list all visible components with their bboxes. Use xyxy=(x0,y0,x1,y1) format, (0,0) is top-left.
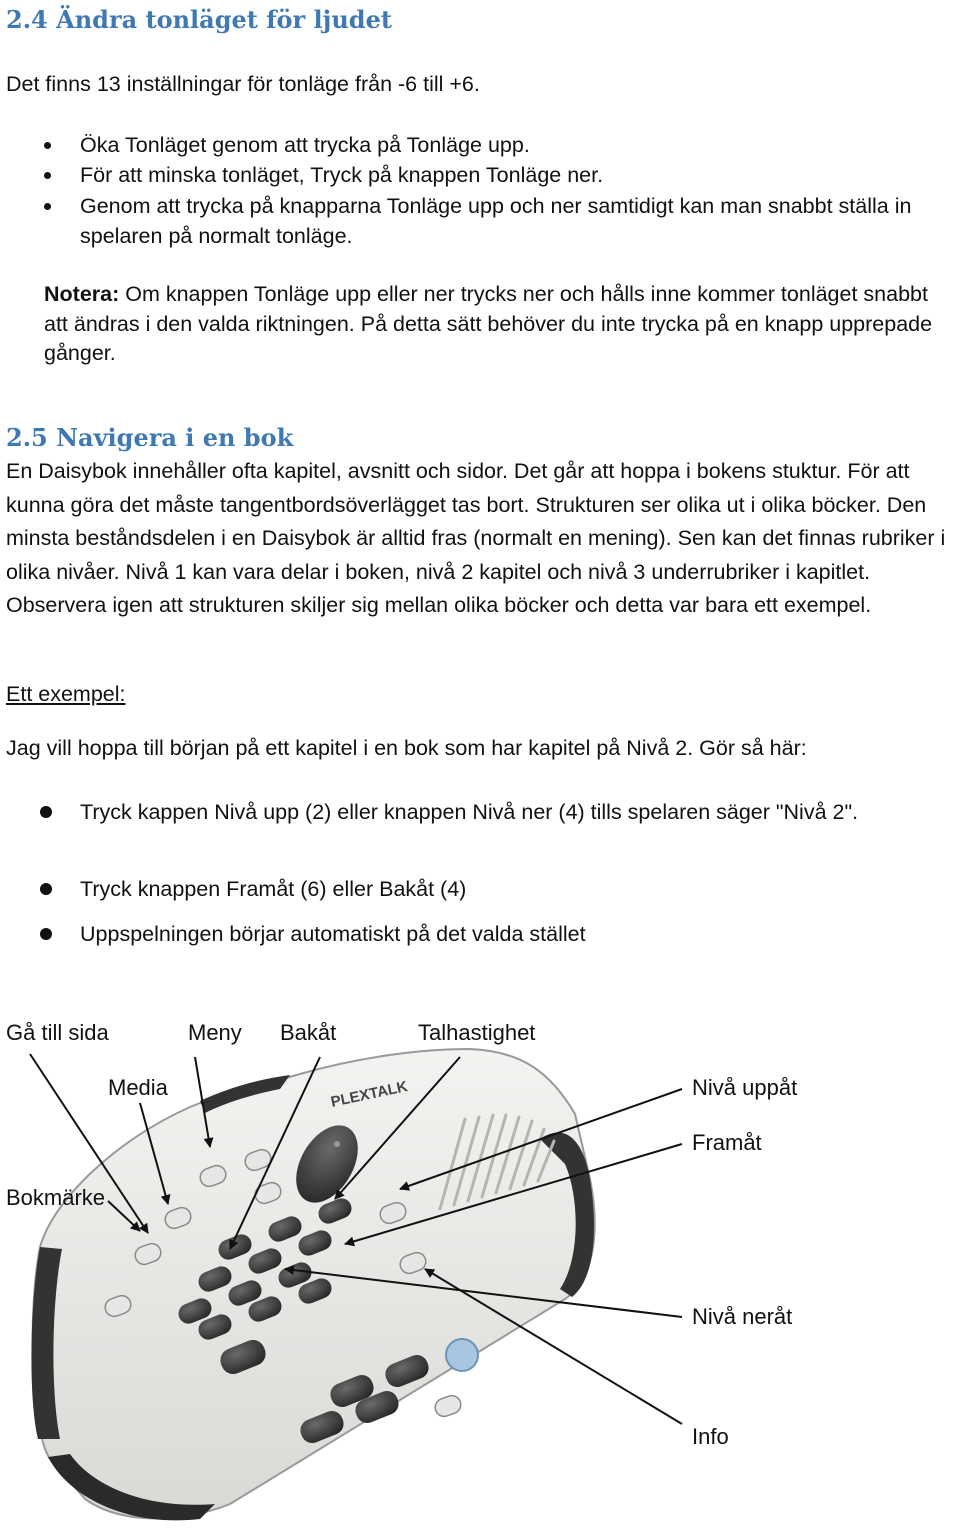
example-intro: Jag vill hoppa till början på ett kapitel i en bok som har kapitel på Nivå 2. Gör så här: xyxy=(6,736,807,760)
label-info: Info xyxy=(692,1424,729,1449)
note-paragraph xyxy=(44,280,934,369)
power-button xyxy=(446,1339,478,1371)
label-media: Media xyxy=(108,1075,168,1100)
note-text: Om knappen Tonläge upp eller ner trycks ner och hålls inne kommer tonläget snabbt att ändras i den valda riktningen. På detta sätt behöver du inte trycka på en knapp upprepade gånger. xyxy=(44,282,933,365)
heading-2-5: 2.5 Navigera i en bok xyxy=(6,423,294,452)
navigation-paragraph: En Daisybok innehåller ofta kapitel, avsnitt och sidor. Det går att hoppa i bokens stuktur. För att kunna göra det måste tangentbordsöverlägget tas bort. Strukturen ser olika ut i olika böcker. Den minsta beståndsdelen i en Daisybok är alltid fras (normalt en mening). Sen kan det finnas rubriker i olika nivåer. Nivå 1 kan vara delar i boken, nivå 2 kapitel och nivå 3 underrubriker i kapitlet. Observera igen att strukturen skiljer sig mellan olika böcker och detta var bara ett exempel. xyxy=(6,459,946,617)
step-dot xyxy=(40,883,52,895)
bullet-dot xyxy=(44,142,51,149)
step-item: Tryck kappen Nivå upp (2) eller knappen Nivå ner (4) tills spelaren säger "Nivå 2". xyxy=(80,800,859,824)
label-level-down: Nivå neråt xyxy=(692,1304,793,1329)
device-brand: PLEXTALK xyxy=(329,1078,410,1111)
step-item: Tryck knappen Framåt (6) eller Bakåt (4) xyxy=(80,877,467,901)
note-label: Notera: xyxy=(44,282,120,306)
heading-2-4: 2.4 Ändra tonläget för ljudet xyxy=(6,5,392,34)
step-dot xyxy=(40,928,52,940)
intro-paragraph: Det finns 13 inställningar för tonläge från -6 till +6. xyxy=(6,72,480,96)
label-goto-page: Gå till sida xyxy=(6,1020,109,1045)
label-level-up: Nivå uppåt xyxy=(692,1075,798,1100)
example-heading: Ett exempel: xyxy=(6,682,126,706)
label-forward: Framåt xyxy=(692,1130,762,1155)
bullet-item: Genom att trycka på knapparna Tonläge upp och ner samtidigt kan man snabbt ställa in spelaren på normalt tonläge. xyxy=(80,194,912,248)
plextalk-device-illustration xyxy=(0,979,960,1539)
step-item: Uppspelningen börjar automatiskt på det valda stället xyxy=(80,922,586,946)
bullet-item: Öka Tonläget genom att trycka på Tonläge upp. xyxy=(80,133,530,157)
step-dot xyxy=(40,806,52,818)
label-speed: Talhastighet xyxy=(418,1020,536,1045)
bullet-item: För att minska tonläget, Tryck på knappen Tonläge ner. xyxy=(80,163,604,187)
bullet-dot xyxy=(44,203,51,210)
label-menu: Meny xyxy=(188,1020,242,1045)
label-bookmark: Bokmärke xyxy=(6,1185,106,1210)
label-back: Bakåt xyxy=(280,1020,337,1045)
bullet-dot xyxy=(44,172,51,179)
